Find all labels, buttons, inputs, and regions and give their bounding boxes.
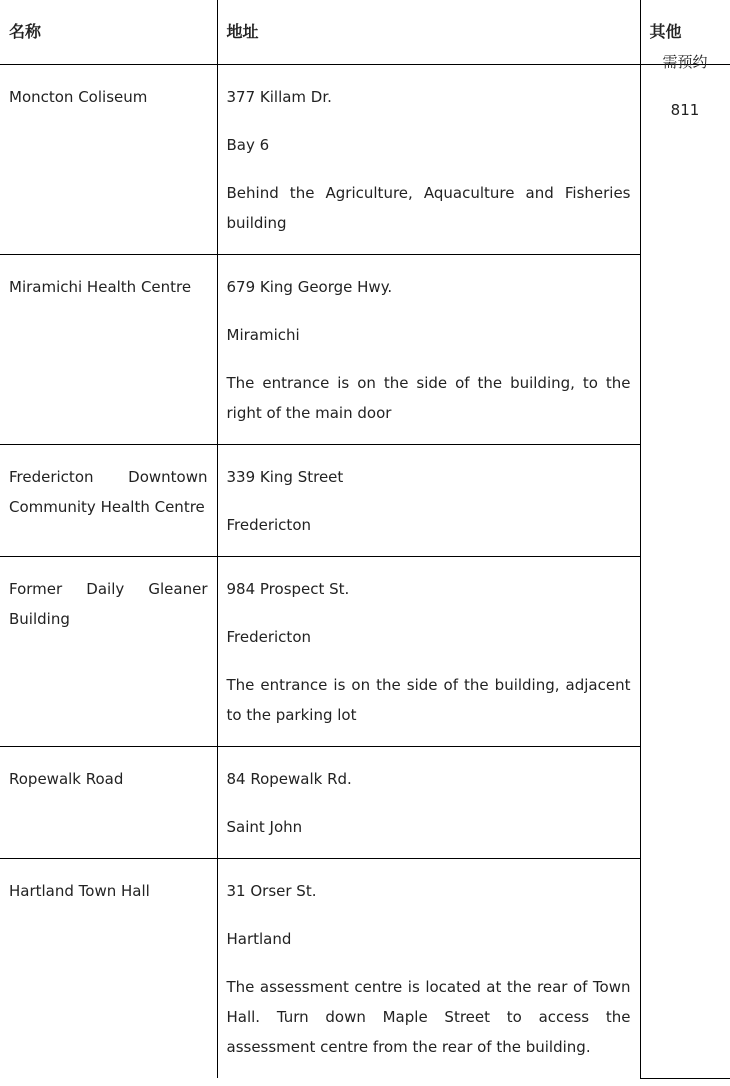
- site-name-cell: [0, 255, 217, 445]
- site-address-cell: [217, 65, 640, 255]
- site-name: Moncton Coliseum: [9, 88, 148, 106]
- address-note: Behind the Agriculture, Aquaculture and Fisheries building: [226, 184, 631, 232]
- appointment-required-text: 需预约: [662, 53, 708, 71]
- header-name-label: 名称: [9, 22, 42, 41]
- site-name: Former Daily Gleaner Building: [9, 580, 208, 628]
- site-name-cell: [0, 445, 217, 557]
- site-name-cell: [0, 557, 217, 747]
- table-row: [0, 445, 730, 557]
- address-line: Fredericton: [226, 516, 311, 534]
- site-address-cell: [217, 557, 640, 747]
- site-address-cell: [217, 445, 640, 557]
- address-line: Miramichi: [226, 326, 300, 344]
- address-line: Hartland: [226, 930, 292, 948]
- site-name: Fredericton Downtown Community Health Centre: [9, 468, 208, 516]
- site-address-cell: [217, 859, 640, 1079]
- header-other-label: 其他: [649, 22, 682, 41]
- address-line: Fredericton: [226, 628, 311, 646]
- header-row: [0, 0, 730, 65]
- address-line: 679 King George Hwy.: [226, 278, 393, 296]
- table-row: [0, 859, 730, 1079]
- site-name-cell: [0, 859, 217, 1079]
- site-address-cell: [217, 255, 640, 445]
- address-line: 84 Ropewalk Rd.: [226, 770, 352, 788]
- table-row: [0, 747, 730, 859]
- address-note: The entrance is on the side of the building, adjacent to the parking lot: [226, 676, 631, 724]
- site-name-cell: [0, 65, 217, 255]
- address-note: The assessment centre is located at the rear of Town Hall. Turn down Maple Street to access the assessment centre from the rear of the building.: [226, 978, 631, 1056]
- site-name: Miramichi Health Centre: [9, 278, 192, 296]
- site-name-cell: [0, 747, 217, 859]
- header-address-label: 地址: [226, 22, 259, 41]
- address-line: Saint John: [226, 818, 303, 836]
- site-name: Hartland Town Hall: [9, 882, 150, 900]
- phone-number: 811: [670, 101, 700, 119]
- address-line: 31 Orser St.: [226, 882, 317, 900]
- site-address-cell: [217, 747, 640, 859]
- address-line: 377 Killam Dr.: [226, 88, 332, 106]
- table-row: [0, 557, 730, 747]
- address-note: The entrance is on the side of the building, to the right of the main door: [226, 374, 631, 422]
- address-line: Bay 6: [226, 136, 270, 154]
- site-name: Ropewalk Road: [9, 770, 124, 788]
- header-name: [0, 0, 217, 65]
- other-cell: [640, 53, 730, 1079]
- header-address: [217, 0, 640, 65]
- address-line: 339 King Street: [226, 468, 344, 486]
- table-row: [0, 65, 730, 255]
- address-line: 984 Prospect St.: [226, 580, 350, 598]
- table-row: [0, 255, 730, 445]
